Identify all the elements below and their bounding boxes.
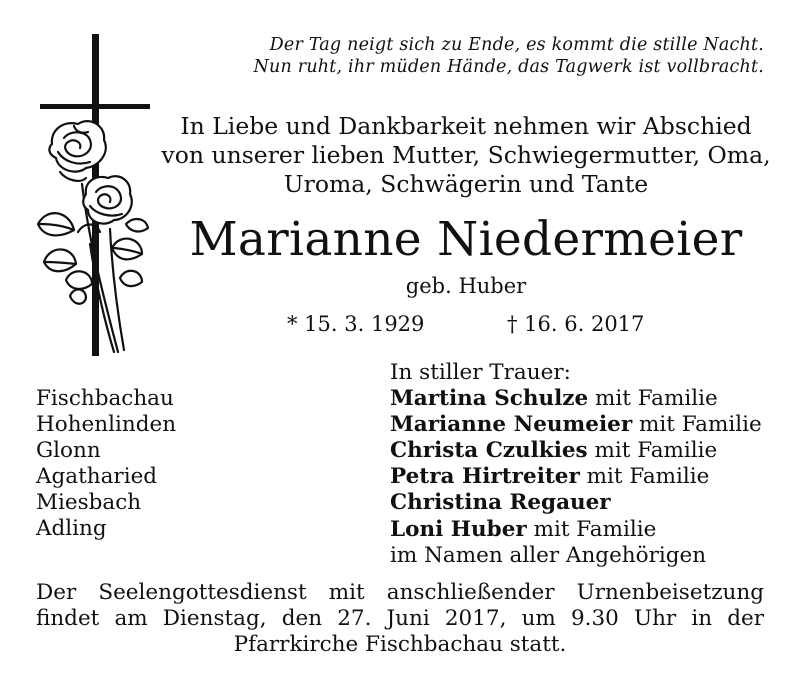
place-item: Fischbachau [36,386,174,411]
mourner-item [390,490,762,516]
mourner-name: Christa Czulkies [390,438,588,464]
mourner-item [390,412,762,438]
birth-name: geb. Huber [405,274,527,298]
birth-date: * 15. 3. 1929 [287,312,425,336]
mourner-item [390,386,762,412]
intro-line: Uroma, Schwägerin und Tante [283,170,649,198]
mourner-suffix: mit Familie [587,438,718,464]
place-item: Hohenlinden [36,412,177,438]
mourner-suffix: mit Familie [632,412,762,438]
mourner-suffix: mit Familie [579,464,710,490]
place-item: Agatharied [36,464,158,490]
places-list [36,386,176,543]
motto-verse [254,34,764,78]
mourner-name: Loni Huber [390,516,527,542]
mourners-heading: In stiller Trauer: [390,360,571,385]
mourner-suffix: mit Familie [526,516,657,542]
motto-line: Nun ruht, ihr müden Hände, das Tagwerk ist vollbracht. [253,57,764,77]
intro-line: In Liebe und Dankbarkeit nehmen wir Abschied [180,112,752,140]
service-line: Der Seelengottesdienst mit anschließender Urnenbeisetzung [36,580,764,605]
mourner-name: Petra Hirtreiter [390,464,580,490]
cross-with-roses-illustration [30,34,160,356]
place-item: Glonn [36,438,101,464]
mourners-list [390,360,762,569]
motto-line: Der Tag neigt sich zu Ende, es kommt die stille Nacht. [269,35,764,55]
intro-text [160,112,772,199]
mourner-name: Martina Schulze [390,386,589,412]
mourner-name: Marianne Neumeier [390,412,633,438]
mourner-item [390,438,762,464]
service-announcement [36,580,764,658]
mourner-name: Christina Regauer [390,490,611,516]
mourner-item [390,517,762,543]
rose-bud [70,289,86,303]
rose-lower [83,176,132,223]
mourner-suffix: mit Familie [588,386,718,412]
place-item: Miesbach [36,490,142,516]
cross-horizontal-bar [40,104,150,109]
mourners-closing: im Namen aller Angehörigen [390,542,707,568]
mourner-item [390,464,762,490]
service-line: Pfarrkirche Fischbachau statt. [233,632,567,657]
death-date: † 16. 6. 2017 [507,312,645,336]
deceased-name: Marianne Niedermeier [189,212,743,267]
place-item: Adling [36,516,107,542]
intro-line: von unserer lieben Mutter, Schwiegermutter, Oma, [161,141,771,169]
service-line: findet am Dienstag, den 27. Juni 2017, um 9.30 Uhr in der [36,606,764,631]
